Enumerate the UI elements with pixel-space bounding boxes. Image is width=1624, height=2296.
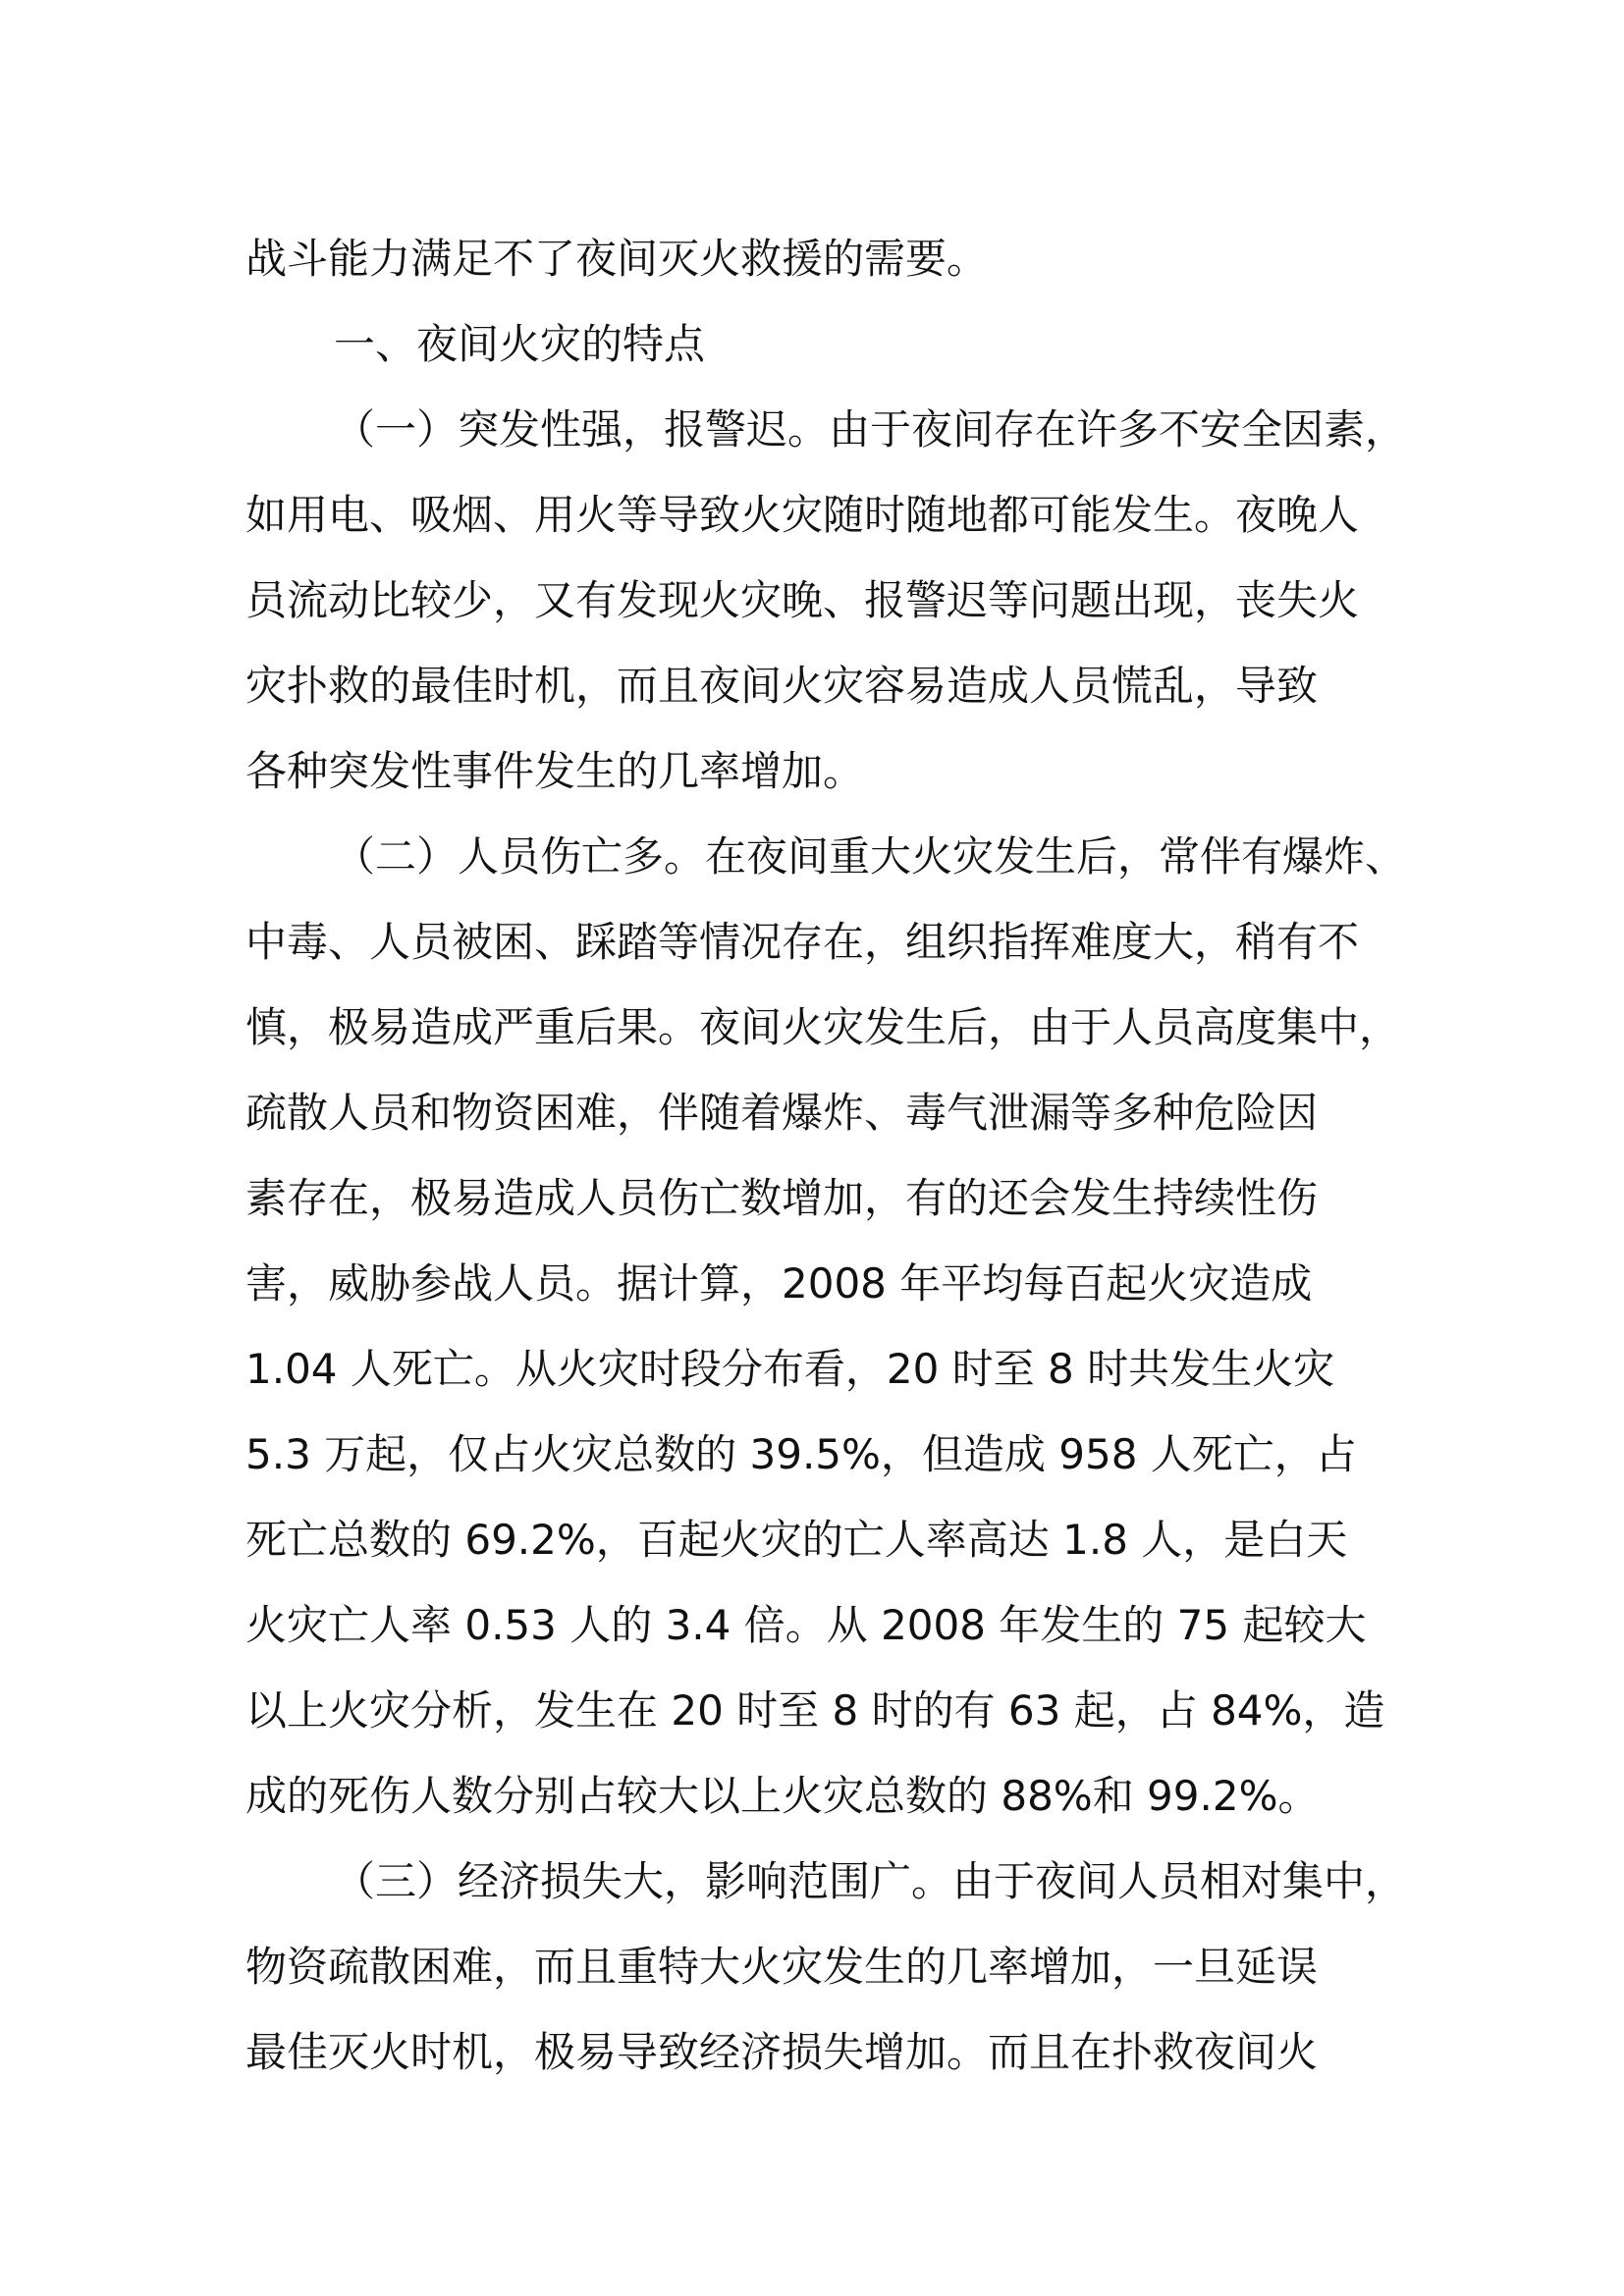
text-line: 疏散人员和物资困难，伴随着爆炸、毒气泄漏等多种危险因 bbox=[245, 1089, 1319, 1137]
text-line: 素存在，极易造成人员伤亡数增加，有的还会发生持续性伤 bbox=[245, 1174, 1319, 1222]
text-line: 死亡总数的 69.2%，百起火灾的亡人率高达 1.8 人，是白天 bbox=[245, 1516, 1348, 1564]
text-line: 以上火灾分析，发生在 20 时至 8 时的有 63 起，占 84%，造 bbox=[245, 1686, 1385, 1735]
text-line: 中毒、人员被困、踩踏等情况存在，组织指挥难度大，稍有不 bbox=[245, 918, 1360, 966]
text-line: 最佳灭火时机，极易导致经济损失增加。而且在扑救夜间火 bbox=[245, 2028, 1319, 2076]
text-line: 害，威胁参战人员。据计算，2008 年平均每百起火灾造成 bbox=[245, 1259, 1313, 1308]
text-line: 5.3 万起，仅占火灾总数的 39.5%，但造成 958 人死亡，占 bbox=[245, 1430, 1357, 1478]
text-line: 灾扑救的最佳时机，而且夜间火灾容易造成人员慌乱，导致 bbox=[245, 662, 1319, 710]
section-heading: 一、夜间火灾的特点 bbox=[334, 320, 706, 368]
text-line: 成的死伤人数分别占较大以上火灾总数的 88%和 99.2%。 bbox=[245, 1772, 1320, 1820]
text-line: （三）经济损失大，影响范围广。由于夜间人员相对集中， bbox=[334, 1857, 1407, 1905]
text-line: 员流动比较少，又有发现火灾晚、报警迟等问题出现，丧失火 bbox=[245, 576, 1360, 624]
text-line: 慎，极易造成严重后果。夜间火灾发生后，由于人员高度集中， bbox=[245, 1003, 1401, 1051]
text-line: 1.04 人死亡。从火灾时段分布看，20 时至 8 时共发生火灾 bbox=[245, 1345, 1335, 1393]
text-line: 战斗能力满足不了夜间灭火救援的需要。 bbox=[245, 235, 989, 283]
text-line: 各种突发性事件发生的几率增加。 bbox=[245, 747, 865, 795]
text-line: 火灾亡人率 0.53 人的 3.4 倍。从 2008 年发生的 75 起较大 bbox=[245, 1601, 1367, 1649]
text-line: （二）人员伤亡多。在夜间重大火灾发生后，常伴有爆炸、 bbox=[334, 832, 1407, 881]
text-line: 物资疏散困难，而且重特大火灾发生的几率增加，一旦延误 bbox=[245, 1943, 1319, 1991]
text-line: （一）突发性强，报警迟。由于夜间存在许多不安全因素， bbox=[334, 405, 1407, 454]
text-line: 如用电、吸烟、用火等导致火灾随时随地都可能发生。夜晚人 bbox=[245, 491, 1360, 539]
